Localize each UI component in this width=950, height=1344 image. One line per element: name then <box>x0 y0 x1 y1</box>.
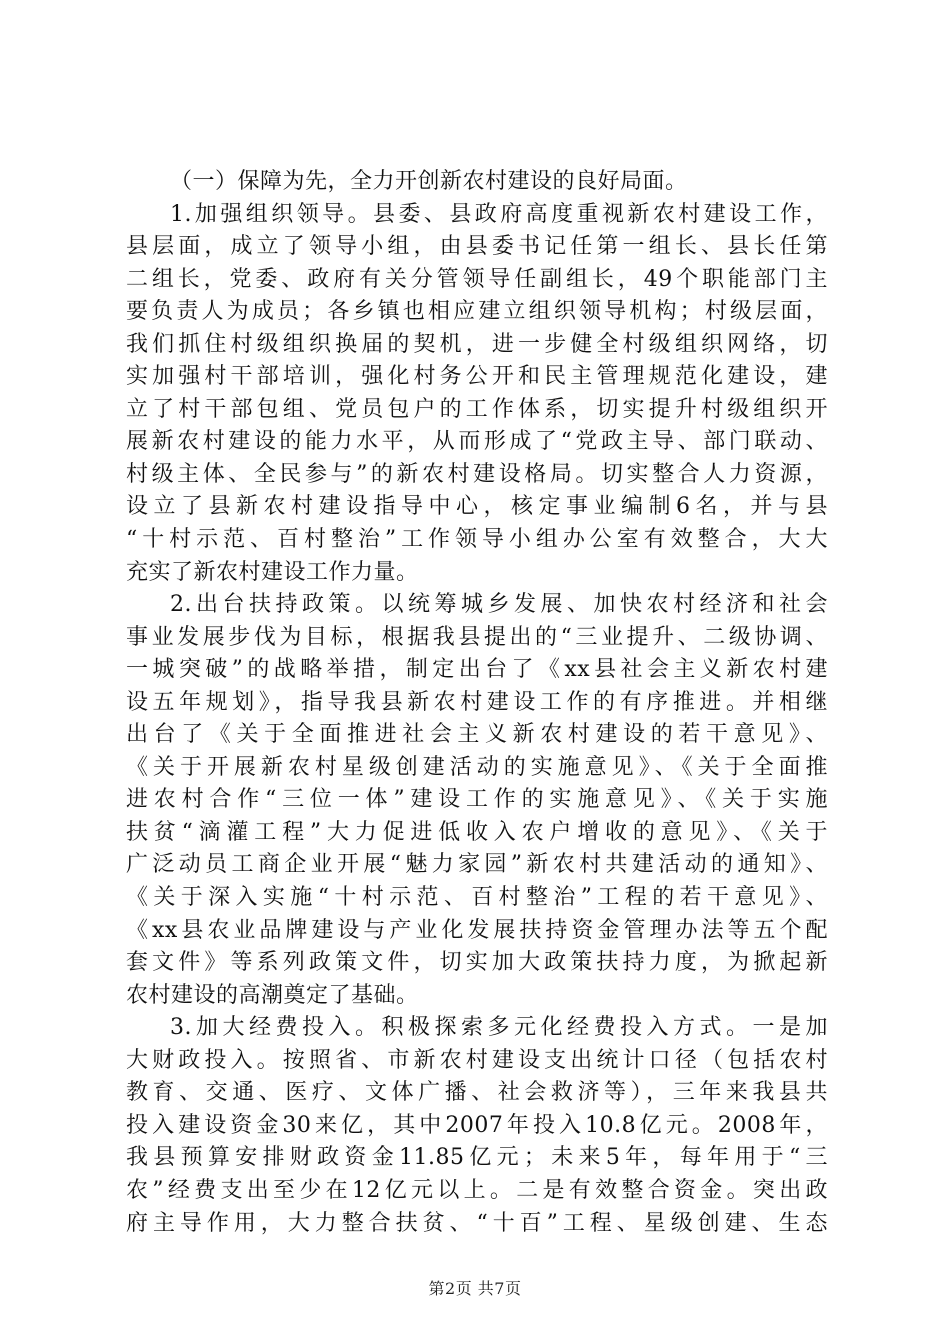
text-line: 府主导作用，大力整合扶贫、“十百”工程、星级创建、生态 <box>126 1210 828 1236</box>
text-line: 二组长，党委、政府有关分管领导任副组长，49个职能部门主 <box>126 266 828 292</box>
text-line: 展新农村建设的能力水平，从而形成了“党政主导、部门联动、 <box>126 429 828 455</box>
text-line: 村级主体、全民参与”的新农村建设格局。切实整合人力资源， <box>126 461 828 487</box>
text-line: （一）保障为先，全力开创新农村建设的良好局面。 <box>170 169 688 194</box>
text-line: 扶贫“滴灌工程”大力促进低收入农户增收的意见》、《关于 <box>126 819 828 845</box>
text-line: 我们抓住村级组织换届的契机，进一步健全村级组织网络，切 <box>126 331 828 357</box>
text-line: 出台了《关于全面推进社会主义新农村建设的若干意见》、 <box>126 722 828 748</box>
text-line: 设五年规划》，指导我县新农村建设工作的有序推进。并相继 <box>126 689 828 715</box>
text-line: 充实了新农村建设工作力量。 <box>126 559 419 585</box>
text-line: 3.加大经费投入。积极探索多元化经费投入方式。一是加 <box>170 1015 828 1041</box>
text-line: 县层面，成立了领导小组，由县委书记任第一组长、县长任第 <box>126 234 828 260</box>
text-line: 《xx县农业品牌建设与产业化发展扶持资金管理办法等五个配 <box>126 917 828 943</box>
document-body <box>126 166 828 1240</box>
text-line: 套文件》等系列政策文件，切实加大政策扶持力度，为掀起新 <box>126 950 828 976</box>
page-footer: 第2页 共7页 <box>428 1279 522 1298</box>
text-line: 立了村干部包组、党员包户的工作体系，切实提升村级组织开 <box>126 396 828 422</box>
text-line: 1.加强组织领导。县委、县政府高度重视新农村建设工作， <box>170 201 828 227</box>
text-line: 大财政投入。按照省、市新农村建设支出统计口径（包括农村 <box>126 1047 828 1073</box>
text-line: 进农村合作“三位一体”建设工作的实施意见》、《关于实施 <box>126 787 828 813</box>
text-line: 《关于深入实施“十村示范、百村整治”工程的若干意见》、 <box>126 885 828 911</box>
text-line: 农”经费支出至少在12亿元以上。二是有效整合资金。突出政 <box>126 1177 828 1203</box>
text-line: 我县预算安排财政资金11.85亿元；未来5年，每年用于“三 <box>126 1145 828 1171</box>
text-line: 教育、交通、医疗、文体广播、社会救济等），三年来我县共 <box>126 1080 828 1106</box>
text-line: 实加强村干部培训，强化村务公开和民主管理规范化建设，建 <box>126 364 828 390</box>
text-line: 农村建设的高潮奠定了基础。 <box>126 982 419 1008</box>
text-line: “十村示范、百村整治”工作领导小组办公室有效整合，大大 <box>126 527 828 553</box>
text-line: 要负责人为成员；各乡镇也相应建立组织领导机构；村级层面， <box>126 299 828 325</box>
text-line: 一城突破”的战略举措，制定出台了《xx县社会主义新农村建 <box>126 657 828 683</box>
text-line: 《关于开展新农村星级创建活动的实施意见》、《关于全面推 <box>126 754 828 780</box>
text-line: 广泛动员工商企业开展“魅力家园”新农村共建活动的通知》、 <box>126 852 828 878</box>
text-line: 事业发展步伐为目标，根据我县提出的“三业提升、二级协调、 <box>126 624 828 650</box>
text-line: 投入建设资金30来亿，其中2007年投入10.8亿元。2008年， <box>126 1112 828 1138</box>
text-line: 2.出台扶持政策。以统筹城乡发展、加快农村经济和社会 <box>170 592 828 618</box>
text-line: 设立了县新农村建设指导中心，核定事业编制6名，并与县 <box>126 494 828 520</box>
